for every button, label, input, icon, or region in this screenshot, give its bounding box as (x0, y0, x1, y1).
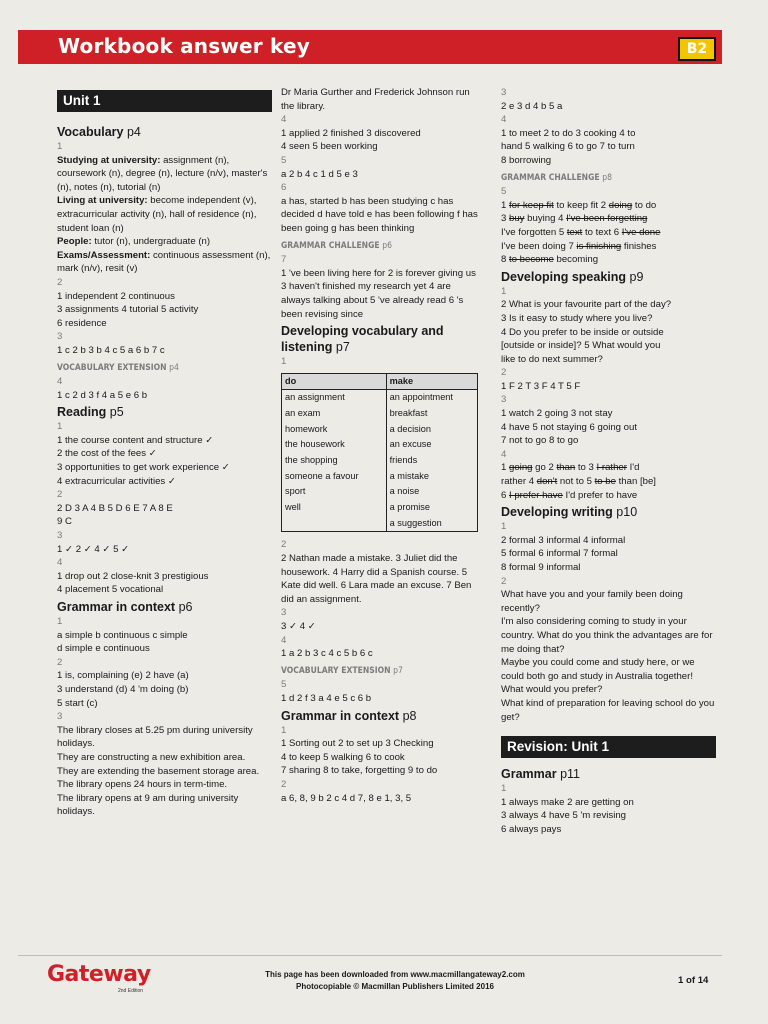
table-row (282, 422, 478, 438)
table-cell: homework (282, 422, 387, 438)
answer-line: 1 c 2 b 3 b 4 c 5 a 6 b 7 c (57, 344, 165, 356)
answer-line: rather 4 don't not to 5 to be than [be] (501, 476, 656, 488)
exercise-number: 3 (501, 87, 507, 98)
table-cell: friends (386, 453, 477, 469)
exercise-number: 1 (501, 521, 507, 533)
exercise-number: 1 (57, 421, 63, 433)
answer-line: 1 always make 2 are getting on (501, 796, 634, 808)
answer-line: 3 understand (d) 4 'm doing (b) (57, 683, 189, 695)
exercise-number: 7 (281, 254, 287, 266)
exercise-number: 1 (57, 141, 63, 152)
answer-line: 4 have 5 not staying 6 going out (501, 421, 638, 433)
section-heading-grammar-challenge: GRAMMAR CHALLENGE p6 (281, 240, 392, 251)
exercise-number: 3 (501, 394, 507, 406)
answer-sentence: They are constructing a new exhibition area. (57, 751, 246, 763)
answer-line: 6 always pays (501, 823, 562, 835)
answer-line: 8 to become becoming (501, 254, 599, 266)
table-row (282, 390, 478, 406)
table-cell: breakfast (386, 406, 477, 422)
exercise-number: 2 (57, 276, 63, 288)
answer-item: Exams/Assessment: continuous assessment (n), mark (n/v), resit (v) (57, 249, 271, 275)
answer-line: 2 D 3 A 4 B 5 D 6 E 7 A 8 E (57, 502, 173, 514)
answer-line: 2 formal 3 informal 4 informal (501, 534, 626, 546)
table-cell: well (282, 500, 387, 516)
column-left (57, 86, 272, 819)
section-heading-grammar-in-context: Grammar in context p6 (57, 600, 193, 614)
table-cell: an excuse (386, 437, 477, 453)
exercise-number: 4 (501, 114, 507, 126)
answer-line: 3 assignments 4 tutorial 5 activity (57, 304, 199, 316)
table-cell: the housework (282, 437, 387, 453)
table-header-row (282, 373, 478, 390)
answer-line: 5 start (c) (57, 697, 98, 709)
answer-line: [outside or inside]? 5 What would you (501, 340, 661, 352)
footer-photocopiable-note: Photocopiable © Macmillan Publishers Limited 2016 (296, 982, 494, 991)
answer-paragraph: 1 've been living here for 2 is forever giving us 3 haven't finished my research yet 4 are always talking about 5 've already read 6 's been revising since (281, 267, 476, 320)
exercise-number: 2 (57, 489, 63, 501)
exercise-number: 3 (57, 530, 63, 542)
answer-line: 3 opportunities to get work experience ✓ (57, 462, 230, 474)
table-cell: sport (282, 484, 387, 500)
page-number: 1 of 14 (678, 975, 709, 986)
answer-line: 1 going go 2 than to 3 I rather I'd (501, 462, 640, 474)
answer-sentence: Maybe you could come and study here, or we could both go and study in Australia together! What would you prefer? (501, 657, 695, 696)
answer-item: Living at university: become independent (v), extracurricular activity (n), hall of residence (n), student loan (n) (57, 195, 257, 234)
section-heading-reading: Reading p5 (57, 405, 124, 420)
answer-line: 1 Sorting out 2 to set up 3 Checking (281, 738, 434, 750)
column-header-do: do (282, 373, 387, 390)
table-cell (282, 516, 387, 532)
answer-line: 1 for keep fit to keep fit 2 doing to do (501, 199, 657, 211)
table-cell: someone a favour (282, 469, 387, 485)
section-heading-vocabulary-extension: VOCABULARY EXTENSION p4 (57, 362, 179, 373)
answer-line: 1 independent 2 continuous (57, 290, 175, 302)
answer-line: I've forgotten 5 text to text 6 I've done (501, 226, 661, 238)
column-middle (281, 86, 481, 805)
exercise-number: 3 (57, 711, 63, 723)
answer-sentence: The library opens at 9 am during university holidays. (57, 792, 239, 818)
exercise-number: 1 (501, 285, 507, 297)
answer-line: 1 is, complaining (e) 2 have (a) (57, 670, 189, 682)
answer-line: a 6, 8, 9 b 2 c 4 d 7, 8 e 1, 3, 5 (281, 792, 412, 804)
answer-line: 1 drop out 2 close-knit 3 prestigious (57, 570, 209, 582)
answer-paragraph: 2 Nathan made a mistake. 3 Juliet did the housework. 4 Harry did a Spanish course. 5 Kate did well. 6 Lara made an excuse. 7 Ben did an assignment. (281, 553, 472, 605)
answer-line: 4 to keep 5 walking 6 to cook (281, 751, 405, 763)
answer-line: 6 residence (57, 317, 107, 329)
exercise-number: 2 (57, 656, 63, 668)
table-cell: a noise (386, 484, 477, 500)
answer-line: 4 placement 5 vocational (57, 584, 164, 596)
answer-line: 3 Is it easy to study where you live? (501, 312, 653, 324)
answer-line: 2 e 3 d 4 b 5 a (501, 100, 563, 112)
table-cell: an assignment (282, 390, 387, 406)
answer-sentence: Dr Maria Gurther and Frederick Johnson run the library. (281, 87, 470, 112)
answer-line: 1 c 2 d 3 f 4 a 5 e 6 b (57, 389, 148, 401)
exercise-number: 5 (281, 154, 287, 166)
section-heading-developing-writing: Developing writing p10 (501, 505, 638, 520)
answer-line: I've been doing 7 is finishing finishes (501, 240, 657, 252)
table-cell: a suggestion (386, 516, 477, 532)
answer-line: 7 not to go 8 to go (501, 435, 579, 447)
table-row (282, 453, 478, 469)
answer-line: a 2 b 4 c 1 d 5 e 3 (281, 168, 358, 180)
section-heading-developing-vocabulary: Developing vocabulary and listening p7 (281, 324, 444, 355)
exercise-number: 4 (57, 557, 63, 569)
exercise-number: 4 (281, 634, 287, 646)
exercise-number: 1 (57, 616, 63, 627)
answer-line: d simple e continuous (57, 643, 150, 655)
title-banner (18, 30, 722, 64)
exercise-number: 5 (281, 679, 287, 691)
column-header-make: make (386, 373, 477, 390)
table-row (282, 469, 478, 485)
answer-line: 1 ✓ 2 ✓ 4 ✓ 5 ✓ (57, 543, 130, 555)
exercise-number: 4 (57, 376, 63, 388)
answer-line: 1 to meet 2 to do 3 cooking 4 to (501, 127, 636, 139)
answer-line: 5 formal 6 informal 7 formal (501, 548, 618, 560)
table-row (282, 406, 478, 422)
section-heading-vocabulary: Vocabulary p4 (57, 125, 141, 139)
table-cell: an appointment (386, 390, 477, 406)
answer-sentence: They are extending the basement storage area. (57, 765, 260, 777)
answer-line: 1 d 2 f 3 a 4 e 5 c 6 b (281, 693, 372, 704)
answer-line: 3 always 4 have 5 'm revising (501, 810, 627, 822)
table-cell: a decision (386, 422, 477, 438)
table-row (282, 437, 478, 453)
answer-line: 3 ✓ 4 ✓ (281, 621, 316, 633)
answer-line: 1 applied 2 finished 3 discovered (281, 127, 421, 139)
answer-item: Studying at university: assignment (n), coursework (n), degree (n), lecture (n/v), master's (n), notes (n), tutorial (n) (57, 154, 268, 193)
do-make-table (281, 373, 478, 533)
exercise-number: 4 (501, 448, 507, 460)
answer-sentence: I'm also considering coming to study in your country. What do you think the advantages are for me doing that? (501, 616, 713, 655)
answer-sentence: The library opens 24 hours in term-time. (57, 779, 228, 791)
section-heading-grammar-in-context: Grammar in context p8 (281, 708, 417, 723)
footer-divider (18, 955, 722, 956)
answer-line: 1 a 2 b 3 c 4 c 5 b 6 c (281, 648, 373, 660)
exercise-number: 4 (281, 114, 287, 126)
exercise-number: 1 (501, 783, 507, 795)
answer-line: 8 borrowing (501, 154, 552, 166)
gateway-logo: Gateway (47, 962, 151, 987)
page-title: Workbook answer key (58, 34, 310, 58)
exercise-number: 2 (501, 367, 507, 379)
answer-sentence: What have you and your family been doing recently? (501, 589, 683, 614)
exercise-number: 2 (501, 575, 507, 587)
answer-line: hand 5 walking 6 to go 7 to turn (501, 141, 635, 153)
table-row (282, 500, 478, 516)
exercise-number: 3 (57, 331, 63, 343)
answer-line: 9 C (57, 516, 72, 528)
answer-sentence: The library closes at 5.25 pm during university holidays. (57, 724, 253, 750)
answer-line: 2 What is your favourite part of the day? (501, 299, 672, 311)
section-heading-grammar: Grammar p11 (501, 767, 581, 782)
section-heading-grammar-challenge: GRAMMAR CHALLENGE p8 (501, 172, 612, 183)
answer-line: a simple b continuous c simple (57, 629, 188, 641)
section-heading-vocabulary-extension: VOCABULARY EXTENSION p7 (281, 665, 403, 676)
answer-sentence: What kind of preparation for leaving school do you get? (501, 697, 715, 723)
answer-paragraph: a has, started b has been studying c has decided d have told e has been following f has been going g has been thinking (281, 195, 478, 234)
answer-item: People: tutor (n), undergraduate (n) (57, 236, 211, 248)
exercise-number: 1 (281, 724, 287, 736)
answer-line: 4 extracurricular activities ✓ (57, 475, 176, 487)
footer-download-note: This page has been downloaded from www.macmillangateway2.com (265, 970, 525, 979)
table-row (282, 484, 478, 500)
answer-line: 1 F 2 T 3 F 4 T 5 F (501, 380, 581, 392)
unit-heading: Unit 1 (57, 90, 272, 112)
exercise-number: 2 (281, 778, 287, 790)
edition-label: 2nd Edition (118, 988, 144, 994)
table-cell: the shopping (282, 453, 387, 469)
revision-heading: Revision: Unit 1 (501, 736, 716, 758)
answer-line: 4 seen 5 been working (281, 141, 378, 153)
answer-line: 6 I prefer have I'd prefer to have (501, 489, 638, 501)
exercise-number: 2 (281, 539, 287, 551)
exercise-number: 6 (281, 182, 287, 194)
answer-line: 2 the cost of the fees ✓ (57, 448, 157, 460)
answer-line: 1 the course content and structure ✓ (57, 434, 214, 446)
answer-line: 7 sharing 8 to take, forgetting 9 to do (281, 765, 438, 777)
section-heading-developing-speaking: Developing speaking p9 (501, 269, 644, 284)
answer-line: 3 buy buying 4 I've been forgetting (501, 213, 648, 225)
table-cell: a mistake (386, 469, 477, 485)
answer-line: 8 formal 9 informal (501, 562, 581, 573)
exercise-number: 1 (281, 356, 287, 368)
table-row (282, 516, 478, 532)
answer-line: 1 watch 2 going 3 not stay (501, 408, 613, 420)
column-right (501, 86, 716, 837)
table-cell: a promise (386, 500, 477, 516)
footer-copyright (230, 969, 560, 993)
exercise-number: 3 (281, 607, 287, 619)
exercise-number: 5 (501, 186, 507, 198)
answer-line: 4 Do you prefer to be inside or outside (501, 326, 664, 338)
level-badge: B2 (678, 37, 716, 61)
table-cell: an exam (282, 406, 387, 422)
answer-line: like to do next summer? (501, 353, 603, 365)
